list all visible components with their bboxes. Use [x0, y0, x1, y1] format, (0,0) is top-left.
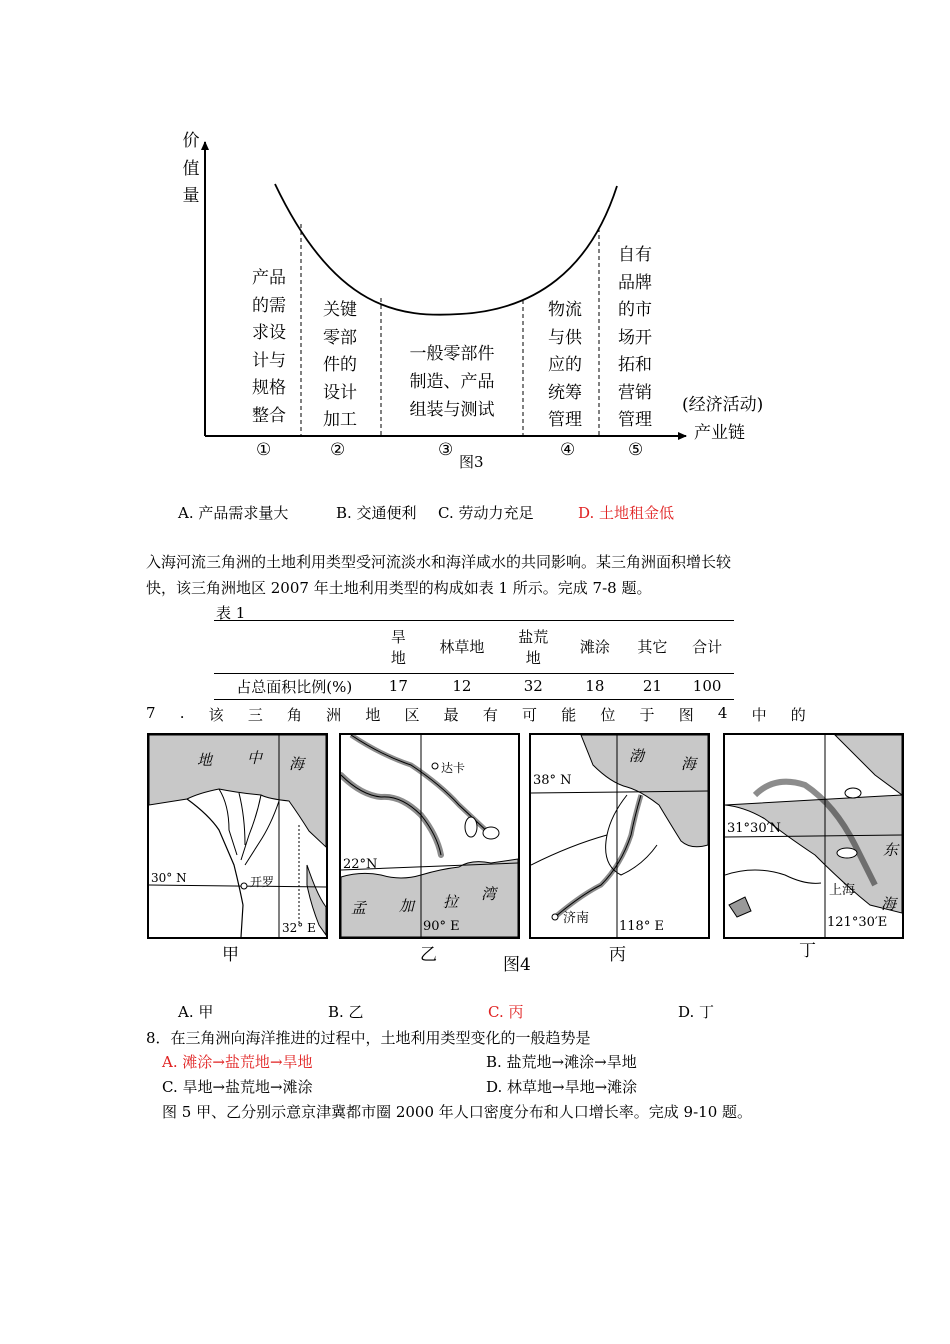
table-1-title: 表 1	[216, 604, 246, 622]
longitude-label: 90° E	[423, 919, 460, 934]
sea-label: 海	[881, 895, 897, 913]
segment-line: 加工	[323, 410, 357, 430]
segment-line: 规格	[252, 378, 286, 398]
segment-line: 管理	[548, 410, 582, 430]
sea-label: 拉	[443, 893, 459, 911]
latitude-label: 22°N	[343, 857, 378, 872]
segment-line: 物流	[548, 300, 582, 320]
segment-number: ③	[438, 440, 454, 460]
x-axis-label: 产业链	[694, 423, 745, 443]
table-1	[214, 620, 734, 700]
segment-line: 设计	[323, 382, 357, 403]
latitude-label: 31°30′N	[727, 821, 781, 836]
q6-option-a[interactable]: A. 产品需求量大	[178, 504, 289, 522]
table-header-cell: 滩涂	[579, 638, 610, 657]
table-header-cell: 旱 地	[390, 627, 406, 667]
segment-line: 管理	[618, 410, 652, 430]
segment-line: 求设	[252, 323, 286, 343]
sea-label: 加	[399, 897, 415, 915]
y-label-char: 值	[182, 158, 200, 179]
table-header-row	[214, 621, 734, 673]
map-jia	[147, 733, 328, 939]
segment-line: 整合	[252, 405, 286, 426]
sea-label: 湾	[481, 885, 497, 903]
x-axis-note: (经济活动)	[682, 395, 764, 415]
figure-4-caption: 图4	[503, 955, 531, 975]
segment-line: 件的	[323, 355, 357, 375]
table-cell: 17	[388, 677, 408, 695]
sea-label: 海	[289, 755, 305, 773]
map-ding-label: 丁	[799, 941, 816, 961]
q6-option-b[interactable]: B. 交通便利	[336, 504, 417, 522]
segment-number: ④	[560, 440, 576, 460]
map-yi	[339, 733, 520, 939]
q6-option-c[interactable]: C. 劳动力充足	[438, 504, 534, 522]
map-ding	[723, 733, 904, 939]
table-cell: 12	[452, 677, 472, 695]
segment-line: 产品	[252, 268, 286, 288]
q6-option-d[interactable]: D. 土地租金低	[578, 504, 675, 522]
segment-line: 拓和	[618, 355, 652, 375]
longitude-label: 118° E	[619, 919, 664, 934]
segment-1-text	[246, 265, 292, 430]
table-row-label: 占总面积比例(%)	[236, 677, 353, 696]
segment-line: 与供	[548, 327, 582, 348]
segment-line: 制造、产品	[409, 372, 495, 392]
table-cell: 100	[692, 677, 722, 695]
q8-option-d[interactable]: D. 林草地→旱地→滩涂	[486, 1078, 638, 1096]
segment-line: 品牌	[618, 272, 652, 293]
segment-line: 的市	[618, 300, 652, 320]
latitude-label: 38° N	[533, 773, 572, 788]
segment-line: 组装与测试	[409, 400, 495, 420]
segment-line: 场开	[618, 327, 652, 348]
city-label: 达卡	[441, 761, 466, 775]
sea-label: 海	[681, 755, 697, 773]
q7-stem: 7 . 该 三 角 洲 地 区 最 有 可 能 位 于 图 4 中 的	[146, 704, 806, 724]
map-yi-label: 乙	[420, 945, 437, 965]
table-header-cell: 合计	[692, 638, 723, 657]
table-header-cell: 其它	[637, 638, 668, 657]
sea-label: 地	[197, 751, 213, 769]
city-label: 开罗	[250, 875, 275, 889]
value-curve	[275, 184, 617, 315]
segment-line: 营销	[618, 382, 652, 403]
map-jia-label: 甲	[222, 945, 239, 965]
q7-option-c[interactable]: C. 丙	[488, 1003, 524, 1021]
segment-number: ②	[330, 440, 346, 460]
map-bing-label: 丙	[609, 945, 626, 965]
longitude-label: 121°30′E	[827, 915, 888, 930]
latitude-label: 30° N	[151, 871, 187, 885]
segment-line: 统筹	[548, 382, 582, 403]
table-cell: 18	[585, 677, 605, 695]
y-label-char: 价	[182, 131, 200, 151]
segment-3-text	[396, 340, 508, 424]
city-label: 济南	[563, 911, 590, 926]
segment-number: ①	[256, 440, 272, 460]
table-header-cell: 林草地	[439, 638, 485, 657]
segment-5-text	[612, 242, 658, 435]
segment-line: 应的	[548, 355, 582, 375]
table-header-blank	[214, 621, 375, 673]
q8-option-b[interactable]: B. 盐荒地→滩涂→旱地	[486, 1053, 637, 1071]
segment-line: 自有	[618, 245, 652, 265]
sea-label: 东	[883, 841, 899, 859]
sea-label: 渤	[629, 747, 645, 765]
sea-label: 中	[247, 749, 263, 767]
q7-option-b[interactable]: B. 乙	[328, 1003, 364, 1021]
q8-option-c[interactable]: C. 旱地→盐荒地→滩涂	[162, 1078, 313, 1096]
q8-stem: 8．在三角洲向海洋推进的过程中，土地利用类型变化的一般趋势是	[146, 1029, 591, 1047]
y-label-char: 量	[182, 186, 200, 206]
table-header-cell: 盐荒 地	[518, 627, 549, 667]
q7-option-a[interactable]: A. 甲	[178, 1003, 214, 1021]
q8-option-a[interactable]: A. 滩涂→盐荒地→旱地	[162, 1053, 313, 1071]
segment-line: 零部	[323, 327, 357, 348]
table-row	[214, 673, 734, 699]
longitude-label: 32° E	[282, 921, 316, 935]
segment-line: 一般零部件	[409, 344, 495, 364]
table-cell: 32	[523, 677, 543, 695]
segment-line: 计与	[252, 350, 286, 371]
figure-3-caption: 图3	[459, 453, 484, 471]
map-bing	[529, 733, 710, 939]
segment-line: 关键	[323, 300, 357, 320]
table-cell: 21	[642, 677, 662, 695]
intro-line-1: 入海河流三角洲的土地利用类型受河流淡水和海洋咸水的共同影响。某三角洲面积增长较	[146, 553, 732, 571]
segment-number: ⑤	[628, 440, 644, 460]
segment-2-text	[317, 297, 363, 435]
segment-4-text	[542, 297, 588, 435]
map-ding-drawing	[725, 735, 902, 937]
segment-line: 的需	[252, 295, 286, 316]
y-axis-label	[178, 128, 204, 211]
fig5-intro: 图 5 甲、乙分别示意京津冀都市圈 2000 年人口密度分布和人口增长率。完成 9-10 题。	[162, 1103, 753, 1121]
city-label: 上海	[829, 883, 856, 898]
intro-line-2: 快，该三角洲地区 2007 年土地利用类型的构成如表 1 所示。完成 7-8 题。	[146, 579, 652, 597]
sea-label: 孟	[351, 899, 367, 917]
map-yi-drawing	[341, 735, 518, 937]
q7-option-d[interactable]: D. 丁	[678, 1003, 715, 1021]
